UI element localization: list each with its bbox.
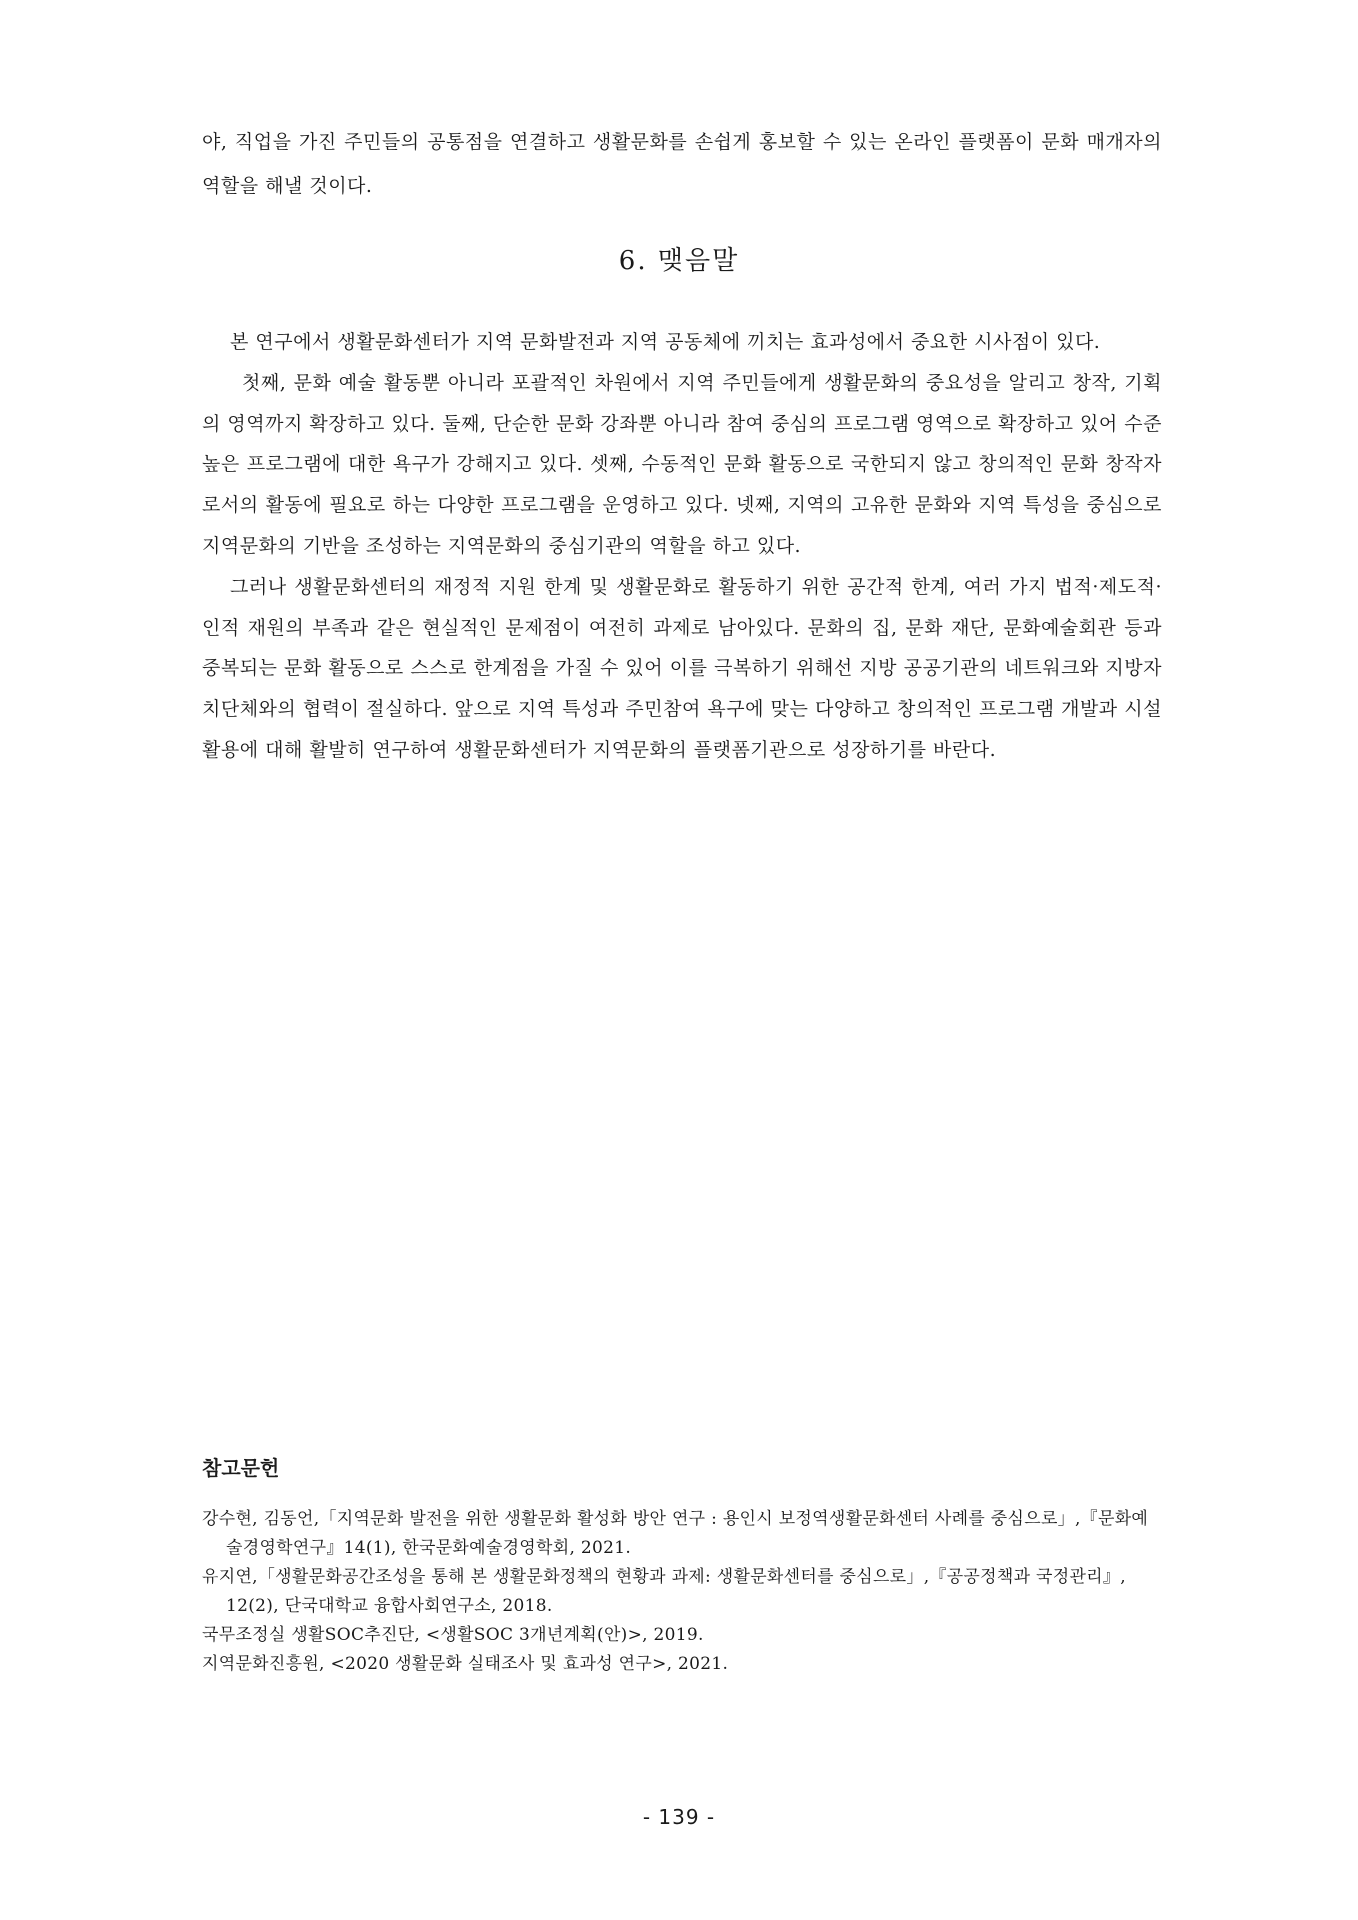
paragraph-intro: 본 연구에서 생활문화센터가 지역 문화발전과 지역 공동체에 끼치는 효과성에서 중요한 시사점이 있다. xyxy=(230,331,1101,353)
page-number: - 139 - xyxy=(642,1805,716,1829)
reference-item: 유지연,「생활문화공간조성을 통해 본 생활문화정책의 현황과 과제: 생활문화센터를 중심으로」,『공공정책과 국정관리』, 12(2), 단국대학교 융합사회연구소, 2018. xyxy=(202,1567,1126,1616)
reference-item: 지역문화진흥원, <2020 생활문화 실태조사 및 효과성 연구>, 2021. xyxy=(202,1654,729,1674)
paragraph-limitations: 그러나 생활문화센터의 재정적 지원 한계 및 생활문화로 활동하기 위한 공간적 한계, 여러 가지 법적·제도적·인적 재원의 부족과 같은 현실적인 문제점이 여전히 과제로 남아있다. 문화의 집, 문화 재단, 문화예술회관 등과 중복되는 문화 활동으로 스스로 한계점을 가질 수 있어 이를 극복하기 위해선 지방 공공기관의 네트워크와 지방자치단체와의 협력이 절실하다. 앞으로 지역 특성과 주민참여 욕구에 맞는 다양하고 창의적인 프로그램 개발과 시설 활용에 대해 활발히 연구하여 생활문화센터가 지역문화의 플랫폼기관으로 성장하기를 바란다. xyxy=(202,575,1162,761)
references-list xyxy=(202,1505,1162,1679)
reference-item: 국무조정실 생활SOC추진단, <생활SOC 3개년계획(안)>, 2019. xyxy=(202,1625,704,1645)
conclusion-body xyxy=(202,322,1162,771)
continuation-paragraph: 야, 직업을 가진 주민들의 공통점을 연결하고 생활문화를 손쉽게 홍보할 수 있는 온라인 플랫폼이 문화 매개자의 역할을 해낼 것이다. xyxy=(202,131,1162,197)
reference-item: 강수현, 김동언,「지역문화 발전을 위한 생활문화 활성화 방안 연구 : 용인시 보정역생활문화센터 사례를 중심으로」,『문화예술경영학연구』14(1), 한국문화예술경영학회, 2021. xyxy=(202,1509,1149,1558)
paragraph-findings: 첫째, 문화 예술 활동뿐 아니라 포괄적인 차원에서 지역 주민들에게 생활문화의 중요성을 알리고 창작, 기획의 영역까지 확장하고 있다. 둘째, 단순한 문화 강좌뿐 아니라 참여 중심의 프로그램 영역으로 확장하고 있어 수준 높은 프로그램에 대한 욕구가 강해지고 있다. 셋째, 수동적인 문화 활동으로 국한되지 않고 창의적인 문화 창작자로서의 활동에 필요로 하는 다양한 프로그램을 운영하고 있다. 넷째, 지역의 고유한 문화와 지역 특성을 중심으로 지역문화의 기반을 조성하는 지역문화의 중심기관의 역할을 하고 있다. xyxy=(202,371,1162,557)
references-heading: 참고문헌 xyxy=(202,1456,280,1480)
section-heading: 6. 맺음말 xyxy=(618,246,740,276)
